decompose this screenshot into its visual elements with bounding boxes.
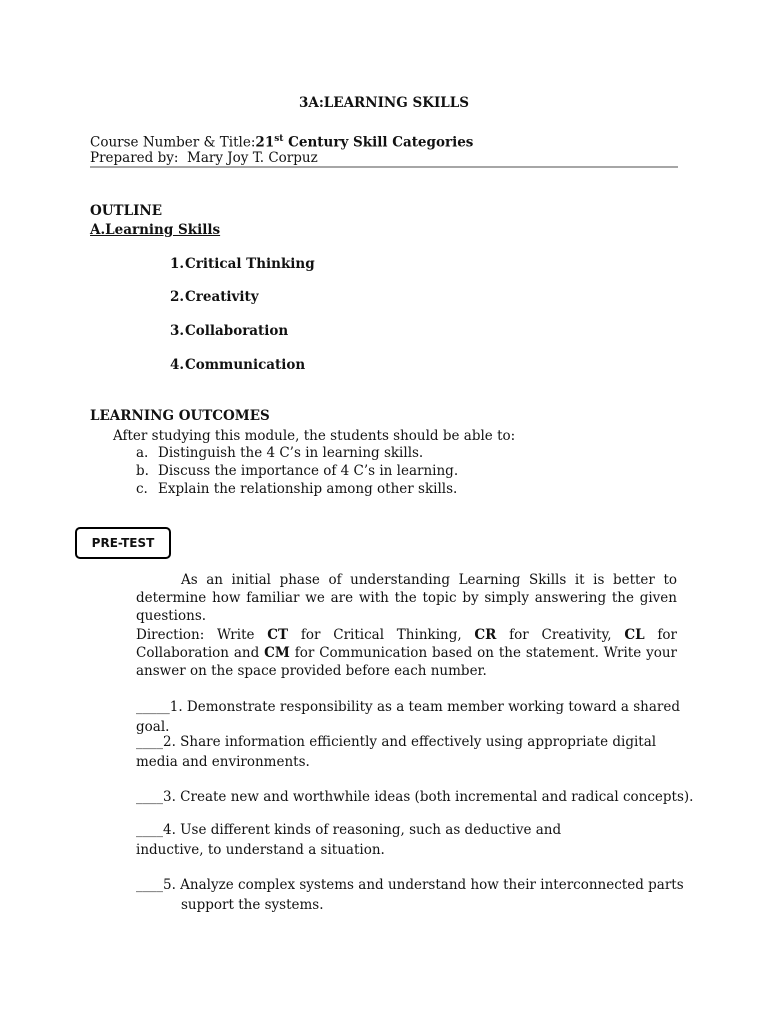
prepared-name: Mary Joy T. Corpuz <box>187 150 318 166</box>
learning-outcome-item <box>136 462 458 480</box>
answer-blank[interactable]: ____ <box>136 877 163 893</box>
outline-item-label: Collaboration <box>185 323 289 339</box>
outline-subheading: A.Learning Skills <box>90 222 221 238</box>
direction-text: for Communication based on the statement. Write your answer on the space provided before each number. <box>136 645 677 679</box>
outline-item <box>170 322 288 340</box>
learning-outcome-text: Discuss the importance of 4 C’s in learning. <box>158 463 459 479</box>
question-number: 1. <box>169 699 183 715</box>
learning-outcome-letter: a. <box>136 445 149 461</box>
course-value-number: 21 <box>255 134 275 151</box>
learning-outcome-text: Explain the relationship among other skills. <box>158 481 458 497</box>
course-value-title: Century Skill Categories <box>283 134 474 151</box>
outline-item <box>170 255 315 273</box>
outline-item <box>170 356 305 374</box>
direction-code-cr: CR <box>474 627 497 643</box>
question-number: 2. <box>163 734 176 750</box>
question-text: Demonstrate responsibility as a team member working toward a shared goal. <box>136 699 680 735</box>
direction-code-cl: CL <box>624 627 645 643</box>
outline-item-label: Critical Thinking <box>185 256 315 272</box>
header-divider <box>90 166 678 168</box>
outline-item-number: 3. <box>170 323 185 339</box>
pre-test-direction <box>136 626 677 680</box>
answer-blank[interactable]: ____ <box>136 734 163 750</box>
pre-test-question <box>136 697 696 737</box>
answer-blank[interactable]: ____ <box>136 789 163 805</box>
learning-outcomes-heading: LEARNING OUTCOMES <box>90 408 270 424</box>
outline-item-number: 4. <box>170 357 185 373</box>
direction-code-cm: CM <box>264 645 290 661</box>
question-text: Share information efficiently and effectively using appropriate digital media and environments. <box>136 734 657 770</box>
direction-text: for Creativity, <box>496 627 625 643</box>
question-number: 4. <box>163 822 176 838</box>
outline-item-number: 2. <box>170 289 185 305</box>
learning-outcome-letter: c. <box>136 481 148 497</box>
answer-blank[interactable]: _____ <box>136 699 170 715</box>
direction-code-ct: CT <box>267 627 289 643</box>
pre-test-question <box>136 787 696 807</box>
learning-outcome-letter: b. <box>136 463 149 479</box>
pre-test-label-box: PRE-TEST <box>75 527 171 559</box>
learning-outcome-item <box>136 444 423 462</box>
outline-item <box>170 288 259 306</box>
prepared-label: Prepared by: <box>90 150 179 166</box>
prepared-by-line <box>90 149 318 167</box>
answer-blank[interactable]: ____ <box>136 822 163 838</box>
direction-text: Direction: Write <box>136 627 268 643</box>
pre-test-question <box>136 820 616 860</box>
question-text: Analyze complex systems and understand how their interconnected parts support the systems. <box>175 877 684 913</box>
learning-outcome-item <box>136 480 457 498</box>
question-text: Use different kinds of reasoning, such as deductive and inductive, to understand a situation. <box>136 822 562 858</box>
course-label: Course Number & Title: <box>90 134 256 151</box>
question-text: Create new and worthwhile ideas (both incremental and radical concepts). <box>175 789 694 805</box>
pre-test-question <box>136 875 701 915</box>
question-number: 5. <box>163 877 176 893</box>
learning-outcome-text: Distinguish the 4 C’s in learning skills. <box>158 445 424 461</box>
outline-heading: OUTLINE <box>90 203 163 219</box>
pre-test-intro: As an initial phase of understanding Learning Skills it is better to determine how familiar we are with the topic by simply answering the given questions. <box>136 572 677 624</box>
outline-item-number: 1. <box>170 256 185 272</box>
course-value-ordinal: st <box>274 134 284 144</box>
direction-text: for Critical Thinking, <box>288 627 475 643</box>
outline-item-label: Creativity <box>185 289 259 305</box>
pre-test-question <box>136 732 666 772</box>
direction-text: for Collaboration and <box>136 627 678 661</box>
question-number: 3. <box>163 789 176 805</box>
outline-item-label: Communication <box>185 357 306 373</box>
page-title: 3A:LEARNING SKILLS <box>298 95 470 111</box>
learning-outcomes-intro: After studying this module, the students should be able to: <box>113 428 516 444</box>
